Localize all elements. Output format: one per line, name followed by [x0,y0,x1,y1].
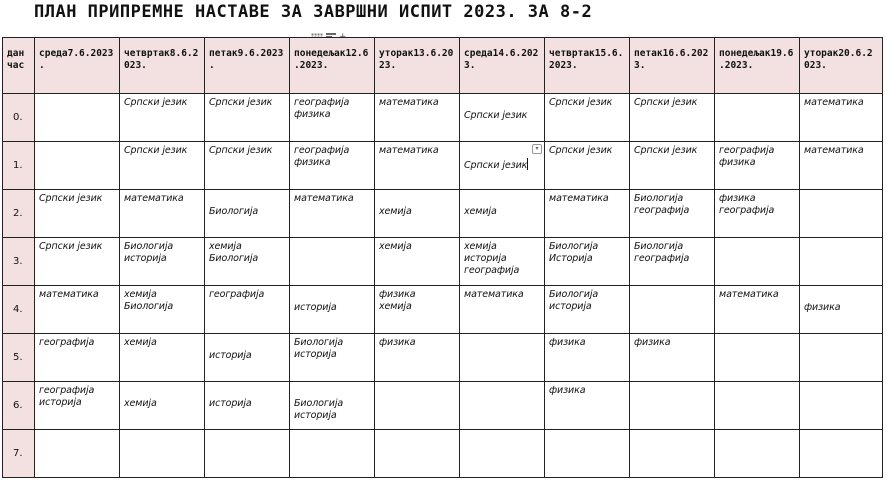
subject-label: Биологија [294,337,344,348]
schedule-cell[interactable] [35,382,120,430]
day-name: петак [209,48,238,59]
day-name: понедељак [294,48,346,59]
schedule-cell[interactable] [715,142,800,190]
day-name: четвртак [549,48,595,59]
header-day-10[interactable] [800,38,883,94]
subject-label: географија [209,289,265,300]
hour-label[interactable]: 3. [3,238,35,286]
day-date: 13.6.2023. [379,48,454,71]
schedule-cell[interactable] [120,334,205,382]
subject-label: физика [719,193,756,204]
schedule-cell[interactable] [290,334,375,382]
schedule-cell[interactable] [545,430,630,478]
schedule-cell[interactable] [800,430,883,478]
schedule-cell[interactable] [120,190,205,238]
schedule-cell[interactable] [630,94,715,142]
subject-label: Српски језик [209,97,273,108]
hour-label[interactable]: 4. [3,286,35,334]
subject-label: географија [719,205,775,216]
header-corner[interactable] [3,38,35,94]
subject-label: хемија [124,337,157,348]
day-date: 12.6.2023. [294,48,369,71]
schedule-cell[interactable] [35,142,120,190]
schedule-cell[interactable] [205,382,290,430]
schedule-cell[interactable] [120,286,205,334]
schedule-cell[interactable] [290,238,375,286]
table-row [3,94,883,142]
text-caret [527,158,528,170]
schedule-cell[interactable] [800,238,883,286]
subject-label: Српски језик [124,97,188,108]
schedule-cell[interactable] [120,142,205,190]
day-name: уторак [379,48,414,59]
schedule-cell[interactable] [800,142,883,190]
schedule-cell[interactable] [120,430,205,478]
subject-label: историја [294,410,337,421]
subject-label: историја [124,253,167,264]
schedule-cell[interactable] [375,190,460,238]
subject-label: хемија [209,241,242,252]
schedule-cell[interactable] [205,430,290,478]
hour-label[interactable]: 2. [3,190,35,238]
subject-label: Српски језик [464,110,528,121]
table-row [3,238,883,286]
schedule-cell[interactable] [375,94,460,142]
subject-label: физика [294,157,331,168]
schedule-cell[interactable] [460,430,545,478]
subject-label: математика [719,289,779,300]
day-name: среда [464,48,493,59]
schedule-cell[interactable] [120,382,205,430]
subject-label: Биологија [549,289,599,300]
schedule-cell[interactable] [290,286,375,334]
header-day-8[interactable] [630,38,715,94]
schedule-cell[interactable] [545,382,630,430]
header-day-7[interactable] [545,38,630,94]
header-day-2[interactable] [120,38,205,94]
header-day-4[interactable] [290,38,375,94]
subject-label: Биологија [124,301,174,312]
schedule-cell[interactable] [290,142,375,190]
schedule-cell[interactable] [290,190,375,238]
subject-label: географија [294,145,350,156]
subject-label: Биологија [294,398,344,409]
day-name: уторак [804,48,839,59]
schedule-cell[interactable] [35,94,120,142]
schedule-cell[interactable] [205,94,290,142]
schedule-cell[interactable] [800,334,883,382]
schedule-cell[interactable] [715,190,800,238]
subject-label: физика [379,337,416,348]
schedule-cell[interactable] [545,142,630,190]
subject-label: физика [549,337,586,348]
subject-label: Српски језик [464,160,528,171]
day-date: 19.6.2023. [719,48,794,71]
subject-label: физика [549,385,586,396]
subject-label: Биологија [634,241,684,252]
schedule-cell[interactable] [375,382,460,430]
schedule-cell[interactable] [630,142,715,190]
schedule-cell[interactable] [375,238,460,286]
hour-label[interactable]: 1. [3,142,35,190]
subject-label: математика [804,145,864,156]
day-date: 8.6.2023. [124,48,199,71]
schedule-cell[interactable] [545,238,630,286]
hour-label[interactable]: 6. [3,382,35,430]
schedule-cell[interactable] [205,238,290,286]
table-row [3,142,883,190]
day-date: 14.6.2023. [464,48,539,71]
schedule-cell[interactable] [800,382,883,430]
table-row [3,190,883,238]
subject-label: Историја [549,253,593,264]
subject-label: географија [719,145,775,156]
subject-label: Биологија [634,193,684,204]
subject-label: Српски језик [124,145,188,156]
schedule-cell[interactable] [630,334,715,382]
hour-label[interactable]: 0. [3,94,35,142]
table-row [3,334,883,382]
page-title: ПЛАН ПРИПРЕМНЕ НАСТАВЕ ЗА ЗАВРШНИ ИСПИТ 2023. ЗА 8-2 [34,2,593,22]
header-day-6[interactable] [460,38,545,94]
schedule-cell[interactable] [460,142,545,190]
schedule-cell[interactable] [460,382,545,430]
schedule-cell[interactable] [290,430,375,478]
table-row [3,286,883,334]
subject-label: Српски језик [209,145,273,156]
header-day-3[interactable] [205,38,290,94]
day-name: петак [634,48,663,59]
schedule-cell[interactable] [35,190,120,238]
cell-menu-icon[interactable]: ▾ [532,144,542,154]
schedule-body [3,94,883,478]
schedule-cell[interactable] [35,286,120,334]
subject-label: историја [209,398,252,409]
hour-label[interactable]: 5. [3,334,35,382]
subject-label: историја [39,397,82,408]
schedule-cell[interactable] [35,334,120,382]
subject-label: физика [634,337,671,348]
schedule-cell[interactable] [630,286,715,334]
day-date: 16.6.2023. [634,48,709,71]
schedule-cell[interactable] [460,334,545,382]
subject-label: физика [719,157,756,168]
header-corner-day: дан [7,48,25,59]
subject-label: географија [39,337,95,348]
schedule-cell[interactable] [630,190,715,238]
table-row [3,430,883,478]
subject-label: хемија [464,206,497,217]
schedule-cell[interactable] [715,334,800,382]
subject-label: физика [379,289,416,300]
schedule-cell[interactable] [545,286,630,334]
schedule-cell[interactable] [715,430,800,478]
header-day-1[interactable] [35,38,120,94]
schedule-cell[interactable] [460,190,545,238]
subject-label: хемија [124,289,157,300]
subject-label: Српски језик [549,145,613,156]
subject-label: Српски језик [39,241,103,252]
subject-label: математика [294,193,354,204]
subject-label: историја [294,302,337,313]
schedule-cell[interactable] [205,334,290,382]
subject-label: математика [124,193,184,204]
subject-label: Биологија [124,241,174,252]
subject-label: географија [464,265,520,276]
subject-label: хемија [379,241,412,252]
subject-label: физика [804,302,841,313]
subject-label: историја [464,253,507,264]
schedule-cell[interactable] [35,430,120,478]
day-date: 9.6.2023. [209,48,284,71]
schedule-cell[interactable] [120,94,205,142]
subject-label: хемија [379,301,412,312]
header-day-9[interactable] [715,38,800,94]
subject-label: Српски језик [549,97,613,108]
subject-label: историја [294,349,337,360]
schedule-cell[interactable] [120,238,205,286]
schedule-cell[interactable] [715,286,800,334]
schedule-table [2,37,883,478]
schedule-cell[interactable] [715,94,800,142]
schedule-cell[interactable] [460,94,545,142]
subject-label: математика [464,289,524,300]
hour-label[interactable]: 7. [3,430,35,478]
schedule-cell[interactable] [800,286,883,334]
schedule-cell[interactable] [205,190,290,238]
subject-label: Српски језик [39,193,103,204]
schedule-cell[interactable] [35,238,120,286]
table-row [3,382,883,430]
schedule-cell[interactable] [630,238,715,286]
schedule-cell[interactable] [290,94,375,142]
subject-label: Биологија [549,241,599,252]
subject-label: математика [379,97,439,108]
subject-label: географија [39,385,95,396]
subject-label: историја [549,301,592,312]
subject-label: хемија [379,206,412,217]
subject-label: историја [209,350,252,361]
subject-label: Биологија [209,206,259,217]
header-day-5[interactable] [375,38,460,94]
subject-label: математика [549,193,609,204]
subject-label: географија [294,97,350,108]
schedule-cell[interactable] [545,94,630,142]
subject-label: математика [379,145,439,156]
day-date: 20.6.2023. [804,48,873,71]
schedule-cell[interactable] [800,190,883,238]
day-date: 7.6.2023. [39,48,114,71]
subject-label: географија [634,205,690,216]
schedule-cell[interactable] [290,382,375,430]
subject-label: Српски језик [634,97,698,108]
schedule-cell[interactable] [205,286,290,334]
schedule-cell[interactable] [630,382,715,430]
schedule-cell[interactable] [630,430,715,478]
header-corner-hour: час [7,60,25,71]
schedule-cell[interactable] [715,238,800,286]
schedule-cell[interactable] [375,334,460,382]
day-date: 15.6.2023. [549,48,624,71]
subject-label: физика [294,109,331,120]
day-name: четвртак [124,48,170,59]
schedule-cell[interactable] [375,286,460,334]
subject-label: хемија [464,241,497,252]
schedule-cell[interactable] [375,430,460,478]
schedule-cell[interactable] [545,334,630,382]
day-name: понедељак [719,48,771,59]
subject-label: Биологија [209,253,259,264]
schedule-cell[interactable] [800,94,883,142]
subject-label: Српски језик [634,145,698,156]
schedule-cell[interactable] [375,142,460,190]
day-name: среда [39,48,68,59]
subject-label: хемија [124,398,157,409]
schedule-cell[interactable] [545,190,630,238]
subject-label: математика [804,97,864,108]
schedule-cell[interactable] [205,142,290,190]
schedule-cell[interactable] [715,382,800,430]
subject-label: математика [39,289,99,300]
header-row [3,38,883,94]
subject-label: географија [634,253,690,264]
schedule-cell[interactable] [460,238,545,286]
schedule-cell[interactable] [460,286,545,334]
